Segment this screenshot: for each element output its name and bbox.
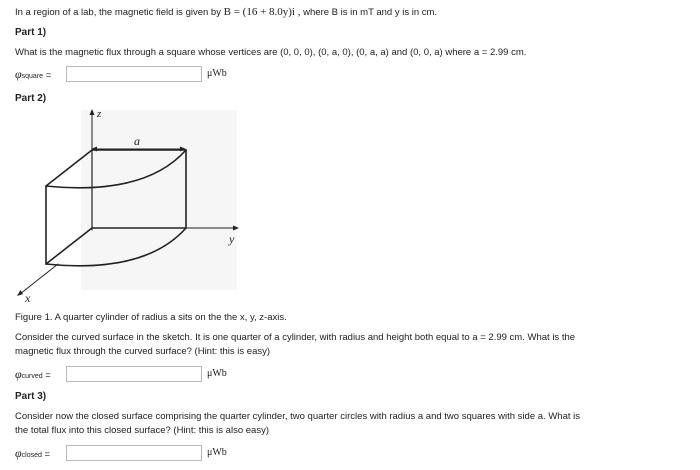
figure-caption: Figure 1. A quarter cylinder of radius a sits on the the x, y, z-axis. — [15, 312, 287, 323]
part1-question: What is the magnetic flux through a square whose vertices are (0, 0, 0), (0, a, 0), (0, a, a) and (0, 0, a) where a = 2.99 cm. — [15, 47, 527, 58]
unit-label: μWb — [207, 368, 227, 379]
flux-closed-input[interactable] — [66, 445, 202, 461]
y-axis-label: y — [229, 232, 235, 246]
part2-title: Part 2) — [15, 93, 47, 104]
equals-sign: = — [45, 70, 52, 81]
part3-question-line1: Consider now the closed surface comprising the quarter cylinder, two quarter circles with radius a and two squares with side a. What is — [15, 411, 580, 422]
part2-question-line2: magnetic flux through the curved surface? (Hint: this is easy) — [15, 346, 271, 357]
intro-suffix: where B is in mT and y is in cm. — [303, 7, 438, 18]
intro-prefix: In a region of a lab, the magnetic field is given by — [15, 7, 221, 18]
phi-symbol: φ — [15, 446, 22, 460]
flux-curved-input[interactable] — [66, 366, 202, 382]
phi-subscript: curved — [21, 373, 43, 380]
phi-symbol: φ — [15, 367, 22, 381]
part3-title: Part 3) — [15, 391, 47, 402]
part3-question-line2: the total flux into this closed surface? (Hint: this is also easy) — [15, 425, 269, 436]
phi-subscript: square — [21, 73, 44, 80]
unit-label: μWb — [207, 68, 227, 79]
z-axis-label: z — [97, 108, 102, 120]
phi-closed-label — [15, 446, 50, 461]
unit-label: μWb — [207, 447, 227, 458]
part2-question-line1: Consider the curved surface in the sketch. It is one quarter of a cylinder, with radius and height both equal to a = 2.99 cm. What is the — [15, 332, 576, 343]
equals-sign: = — [44, 449, 51, 460]
equals-sign: = — [45, 370, 51, 381]
phi-symbol: φ — [15, 67, 22, 81]
phi-subscript: closed — [21, 452, 42, 459]
part1-title: Part 1) — [15, 27, 47, 38]
x-axis-label: x — [25, 291, 31, 305]
a-dimension-label: a — [134, 134, 140, 148]
phi-curved-label — [15, 367, 51, 382]
field-expression: B = (16 + 8.0y)i , — [223, 6, 301, 18]
